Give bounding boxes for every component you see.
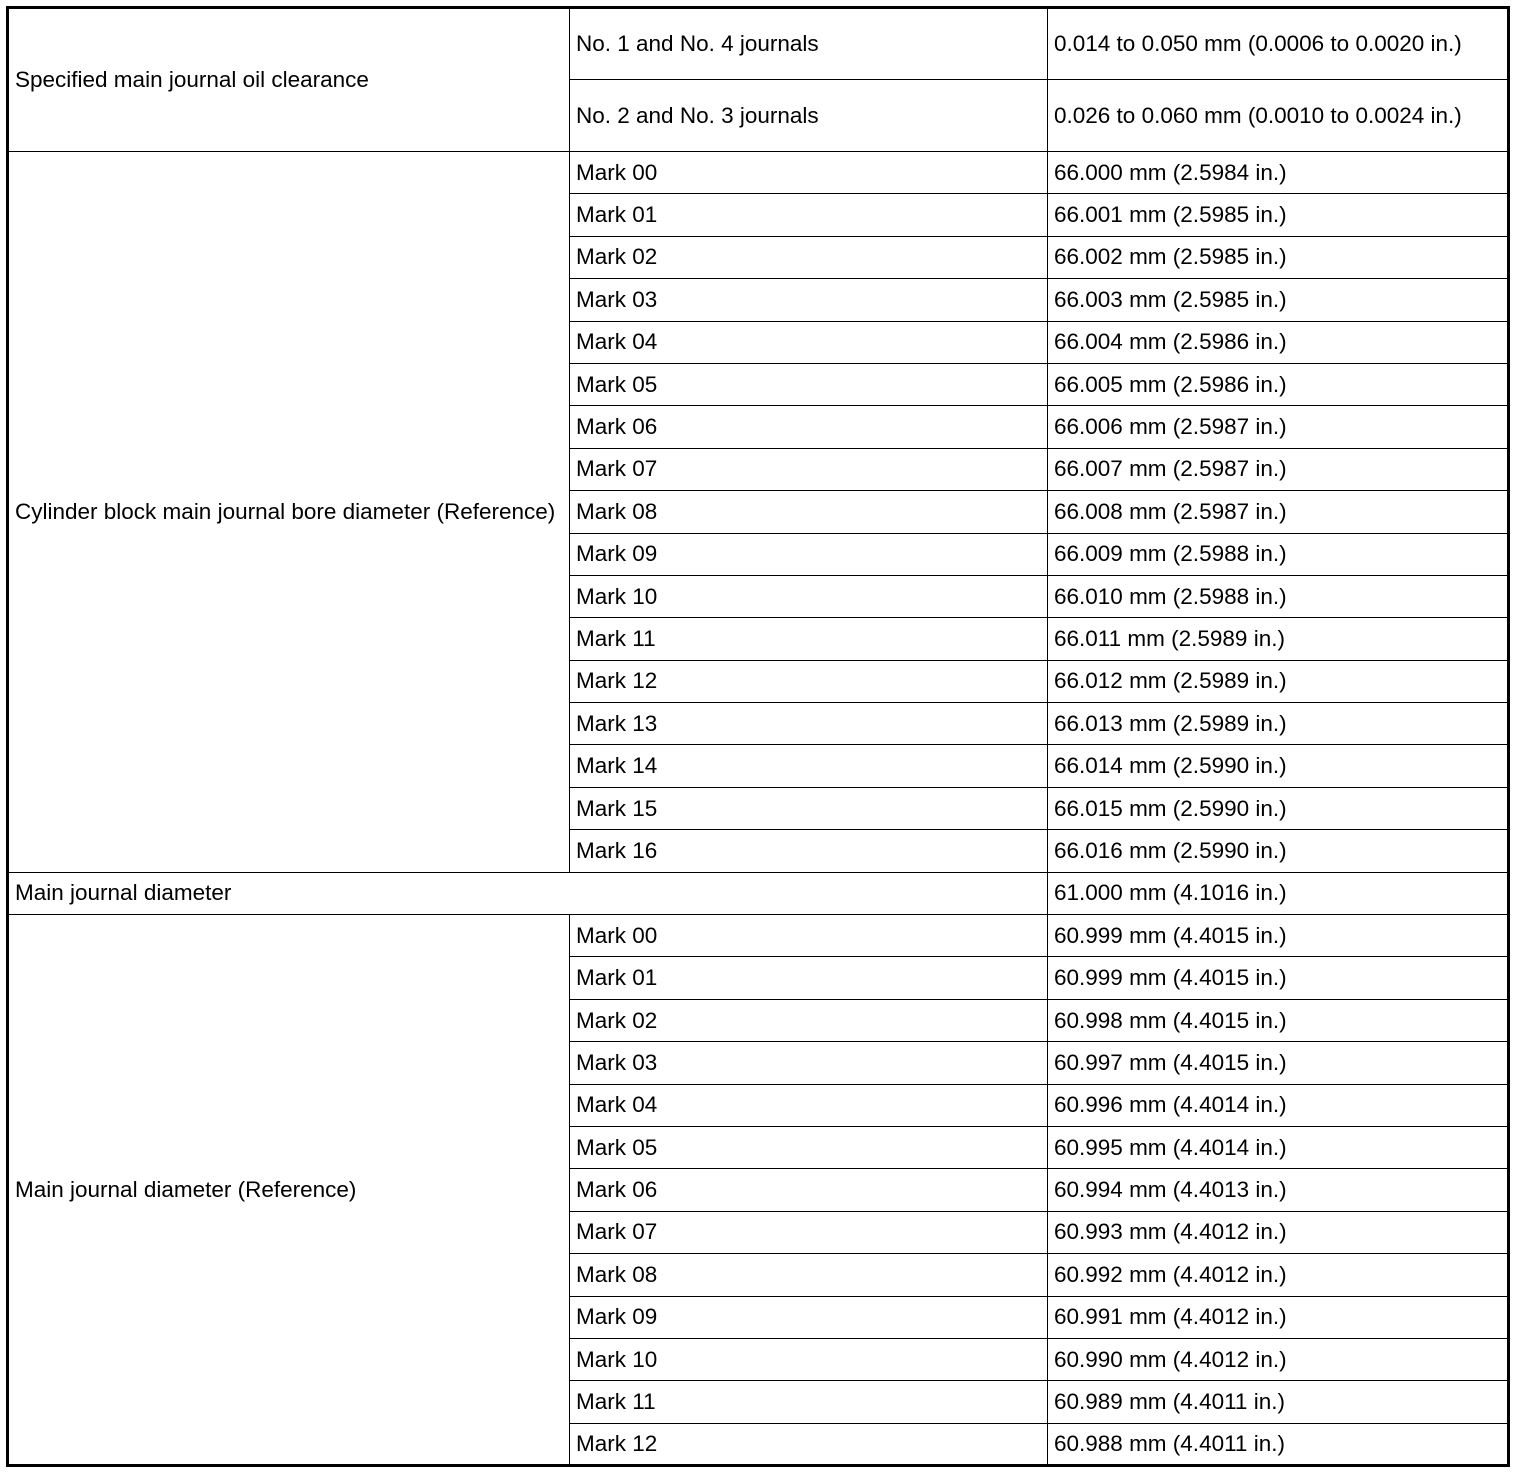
mark-cell: Mark 05	[570, 363, 1048, 405]
mark-cell: Mark 04	[570, 321, 1048, 363]
mark-cell: Mark 05	[570, 1126, 1048, 1168]
value-cell: 66.003 mm (2.5985 in.)	[1048, 279, 1509, 321]
value-cell: 60.988 mm (4.4011 in.)	[1048, 1423, 1509, 1465]
mark-cell: Mark 00	[570, 915, 1048, 957]
value-cell: 60.989 mm (4.4011 in.)	[1048, 1381, 1509, 1423]
value-cell: 66.014 mm (2.5990 in.)	[1048, 745, 1509, 787]
table-row	[8, 915, 1509, 957]
value-cell: 61.000 mm (4.1016 in.)	[1048, 872, 1509, 914]
value-cell: 66.015 mm (2.5990 in.)	[1048, 787, 1509, 829]
mark-cell: Mark 03	[570, 1042, 1048, 1084]
value-cell: 66.004 mm (2.5986 in.)	[1048, 321, 1509, 363]
value-cell: 66.001 mm (2.5985 in.)	[1048, 194, 1509, 236]
value-cell: 66.011 mm (2.5989 in.)	[1048, 618, 1509, 660]
specifications-table	[6, 6, 1510, 1467]
mark-cell: Mark 00	[570, 152, 1048, 194]
value-cell: 66.000 mm (2.5984 in.)	[1048, 152, 1509, 194]
mark-cell: Mark 12	[570, 660, 1048, 702]
value-cell: 66.007 mm (2.5987 in.)	[1048, 448, 1509, 490]
table-row	[8, 8, 1509, 80]
value-cell: 66.005 mm (2.5986 in.)	[1048, 363, 1509, 405]
mark-cell: Mark 16	[570, 830, 1048, 872]
value-cell: 60.994 mm (4.4013 in.)	[1048, 1169, 1509, 1211]
value-cell: 60.995 mm (4.4014 in.)	[1048, 1126, 1509, 1168]
journal-group-label: No. 2 and No. 3 journals	[570, 80, 1048, 152]
value-cell: 66.008 mm (2.5987 in.)	[1048, 491, 1509, 533]
value-cell: 60.993 mm (4.4012 in.)	[1048, 1211, 1509, 1253]
oil-clearance-value: 0.014 to 0.050 mm (0.0006 to 0.0020 in.)	[1048, 8, 1509, 80]
value-cell: 60.997 mm (4.4015 in.)	[1048, 1042, 1509, 1084]
main-journal-diameter-label: Main journal diameter	[8, 872, 1048, 914]
oil-clearance-value: 0.026 to 0.060 mm (0.0010 to 0.0024 in.)	[1048, 80, 1509, 152]
mark-cell: Mark 08	[570, 491, 1048, 533]
value-cell: 60.998 mm (4.4015 in.)	[1048, 999, 1509, 1041]
value-cell: 66.010 mm (2.5988 in.)	[1048, 575, 1509, 617]
mark-cell: Mark 02	[570, 236, 1048, 278]
value-cell: 66.012 mm (2.5989 in.)	[1048, 660, 1509, 702]
value-cell: 60.990 mm (4.4012 in.)	[1048, 1338, 1509, 1380]
table-row	[8, 872, 1509, 914]
mark-cell: Mark 11	[570, 1381, 1048, 1423]
mark-cell: Mark 06	[570, 406, 1048, 448]
mark-cell: Mark 07	[570, 448, 1048, 490]
main-journal-reference-label: Main journal diameter (Reference)	[8, 915, 570, 1466]
journal-group-label: No. 1 and No. 4 journals	[570, 8, 1048, 80]
mark-cell: Mark 03	[570, 279, 1048, 321]
mark-cell: Mark 04	[570, 1084, 1048, 1126]
mark-cell: Mark 14	[570, 745, 1048, 787]
mark-cell: Mark 13	[570, 703, 1048, 745]
mark-cell: Mark 01	[570, 194, 1048, 236]
mark-cell: Mark 10	[570, 575, 1048, 617]
bore-diameter-label: Cylinder block main journal bore diameter (Reference)	[8, 152, 570, 873]
mark-cell: Mark 06	[570, 1169, 1048, 1211]
value-cell: 60.992 mm (4.4012 in.)	[1048, 1254, 1509, 1296]
mark-cell: Mark 02	[570, 999, 1048, 1041]
table-row	[8, 152, 1509, 194]
value-cell: 60.999 mm (4.4015 in.)	[1048, 915, 1509, 957]
mark-cell: Mark 10	[570, 1338, 1048, 1380]
value-cell: 66.009 mm (2.5988 in.)	[1048, 533, 1509, 575]
mark-cell: Mark 09	[570, 1296, 1048, 1338]
oil-clearance-label: Specified main journal oil clearance	[8, 8, 570, 152]
value-cell: 60.999 mm (4.4015 in.)	[1048, 957, 1509, 999]
value-cell: 66.013 mm (2.5989 in.)	[1048, 703, 1509, 745]
mark-cell: Mark 08	[570, 1254, 1048, 1296]
mark-cell: Mark 09	[570, 533, 1048, 575]
value-cell: 60.996 mm (4.4014 in.)	[1048, 1084, 1509, 1126]
value-cell: 66.002 mm (2.5985 in.)	[1048, 236, 1509, 278]
mark-cell: Mark 07	[570, 1211, 1048, 1253]
mark-cell: Mark 15	[570, 787, 1048, 829]
value-cell: 60.991 mm (4.4012 in.)	[1048, 1296, 1509, 1338]
value-cell: 66.006 mm (2.5987 in.)	[1048, 406, 1509, 448]
mark-cell: Mark 11	[570, 618, 1048, 660]
mark-cell: Mark 12	[570, 1423, 1048, 1465]
value-cell: 66.016 mm (2.5990 in.)	[1048, 830, 1509, 872]
mark-cell: Mark 01	[570, 957, 1048, 999]
